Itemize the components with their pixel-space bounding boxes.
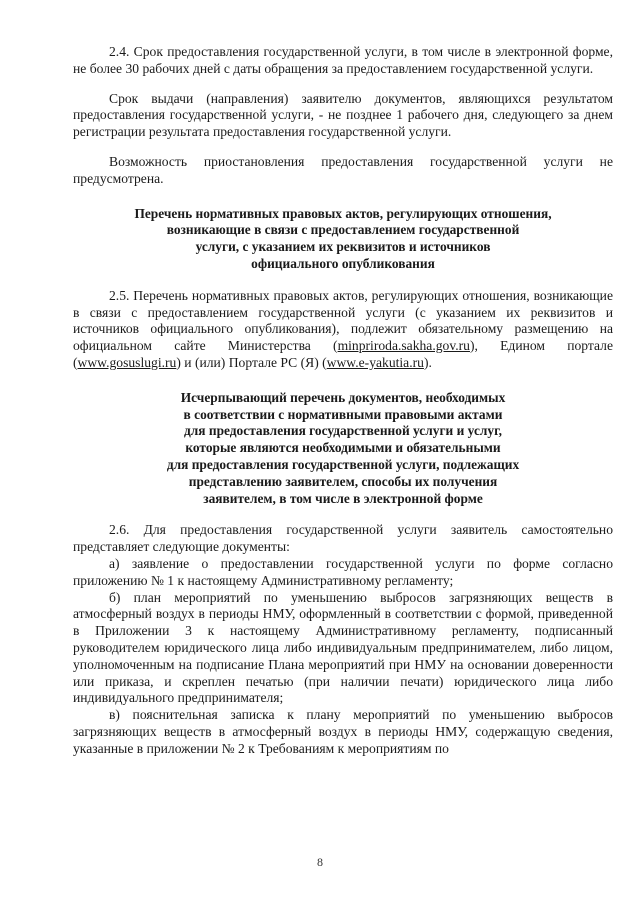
heading-legal-acts-line: официального опубликования — [251, 255, 435, 271]
heading-documents-line: представлению заявителем, способы их получения — [188, 473, 498, 489]
ministry-site-link[interactable]: minpriroda.sakha.gov.ru — [337, 338, 470, 354]
list-item-a: а) заявление о предоставлении государственной услуги по форме согласно приложению № 1 к настоящему Административному регламенту; — [73, 555, 613, 588]
heading-documents-line: в соответствии с нормативными правовыми актами — [183, 406, 503, 422]
paragraph-2-5-text: 2.5. Перечень нормативных правовых актов, регулирующих отношения, возникающие в связи с предоставлением государственной услуги (с указанием их реквизитов и источников официального опубликования), подлежит обязательному размещению на официальном сайте Министерства ( — [73, 287, 613, 354]
heading-legal-acts-line: возникающие в связи с предоставлением государственной — [166, 222, 520, 238]
heading-documents-list — [73, 390, 613, 508]
heading-documents-line: заявителем, в том числе в электронной форме — [203, 490, 483, 506]
paragraph-2-4-issue-term: Срок выдачи (направления) заявителю документов, являющихся результатом предоставления государственной услуги, - не позднее 1 рабочего дня, следующего за днем регистрации результата предоставления государственной услуги. — [73, 90, 613, 140]
list-item-c: в) пояснительная записка к плану мероприятий по уменьшению выбросов загрязняющих веществ в атмосферный воздух в периоды НМУ, содержащую сведения, указанные в приложении № 2 к Требованиям к мероприятиям по — [73, 707, 613, 756]
paragraph-2-5-text: ) и (или) Портале РС (Я) ( — [176, 354, 327, 370]
heading-documents-line: для предоставления государственной услуги и услуг, — [183, 423, 503, 439]
e-yakutia-link[interactable]: www.e-yakutia.ru — [326, 354, 424, 370]
heading-legal-acts-line: услуги, с указанием их реквизитов и источников — [195, 239, 491, 255]
paragraph-2-5 — [73, 288, 613, 372]
heading-legal-acts-line: Перечень нормативных правовых актов, регулирующих отношения, — [134, 205, 552, 221]
gosuslugi-link[interactable]: www.gosuslugi.ru — [77, 354, 177, 370]
heading-documents-line: Исчерпывающий перечень документов, необходимых — [180, 389, 506, 405]
paragraph-2-4-term: 2.4. Срок предоставления государственной услуги, в том числе в электронной форме, не более 30 рабочих дней с даты обращения за предоставлением государственной услуги. — [73, 44, 613, 76]
heading-documents-line: которые являются необходимыми и обязательными — [185, 440, 501, 456]
paragraph-2-4-suspension: Возможность приостановления предоставления государственной услуги не предусмотрена. — [73, 153, 613, 186]
page-number: 8 — [317, 855, 323, 869]
heading-documents-line: для предоставления государственной услуги, подлежащих — [166, 456, 520, 472]
list-item-b: б) план мероприятий по уменьшению выбросов загрязняющих веществ в атмосферный воздух в периоды НМУ, оформленный в соответствии с формой, приведенной в Приложении 3 к настоящему Административному регламенту, подписанный руководителем юридического лица либо индивидуальным предпринимателем, либо лицом, уполномоченным на подписание Плана мероприятий при НМУ на основании доверенности или приказа, и скреплен печатью (при наличии печати) юридического лица либо индивидуального предпринимателя; — [73, 589, 613, 706]
paragraph-2-5-text: ). — [423, 354, 432, 370]
paragraph-2-5-text: ), Едином портале ( — [73, 338, 613, 370]
page-content — [73, 44, 613, 757]
paragraph-2-6-intro: 2.6. Для предоставления государственной услуги заявитель самостоятельно представляет следующие документы: — [73, 522, 613, 555]
heading-legal-acts — [73, 206, 613, 273]
